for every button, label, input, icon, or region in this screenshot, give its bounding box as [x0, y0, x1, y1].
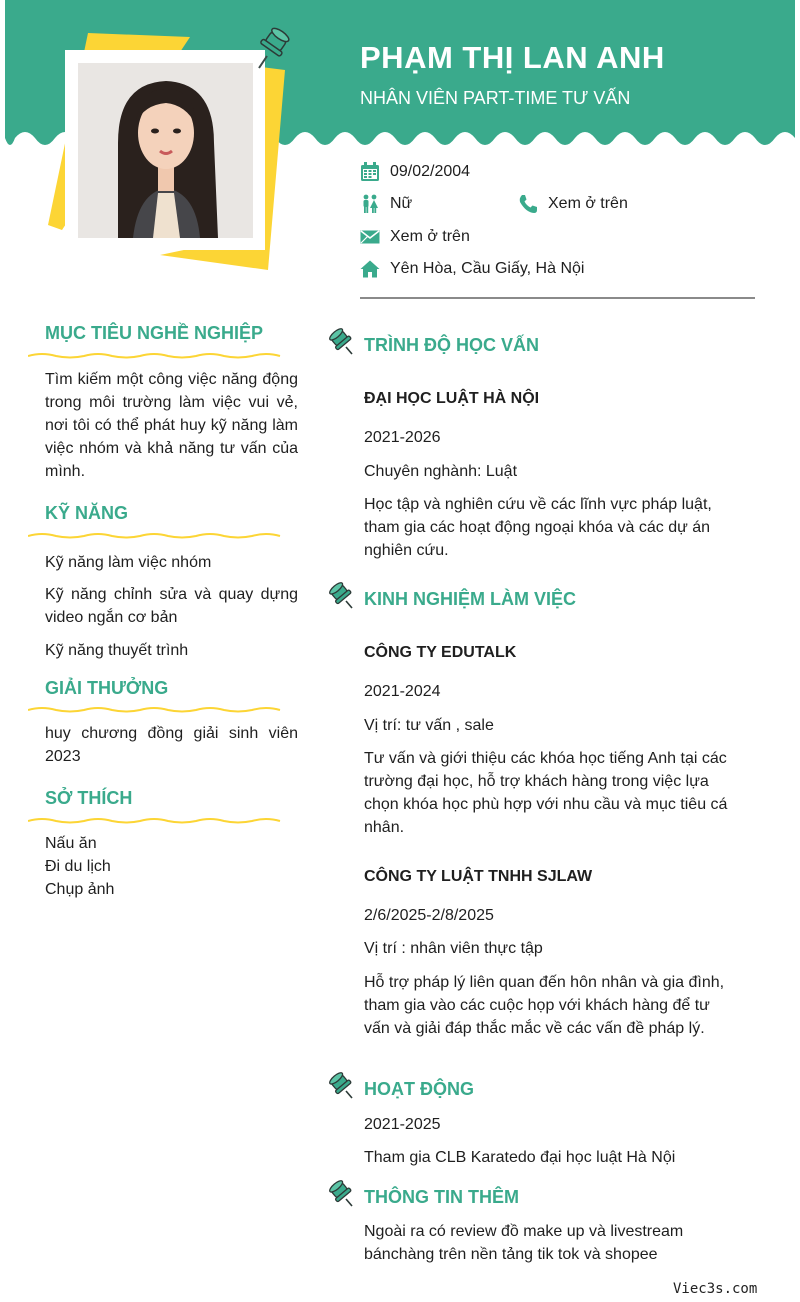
skill-item: Kỹ năng thuyết trình: [45, 642, 189, 659]
company-name: CÔNG TY EDUTALK: [364, 644, 517, 661]
job-position: Vị trí: tư vấn , sale: [364, 717, 494, 734]
contact-birthdate: [360, 162, 470, 182]
objective-text: Tìm kiếm một công việc năng động trong môi trường làm việc vui vẻ, nơi tôi có thể phát huy kỹ năng làm việc nhóm và khả năng tư vấn của mình.: [45, 371, 298, 480]
additional-heading: THÔNG TIN THÊM: [364, 1187, 519, 1207]
job-description: Hỗ trợ pháp lý liên quan đến hôn nhân và gia đình, tham gia vào các cuộc họp với khách hàng để tư vấn và giải đáp thắc mắc về các vấn đề pháp lý.: [364, 974, 725, 1037]
pushpin-icon: [250, 24, 292, 72]
site-watermark: Viec3s.com: [673, 1281, 758, 1297]
profile-photo: [78, 63, 253, 238]
job-title: NHÂN VIÊN PART-TIME TƯ VẤN: [360, 88, 631, 108]
pushpin-icon: [328, 328, 356, 356]
pushpin-icon: [328, 1180, 356, 1208]
heading-underline: [28, 530, 283, 540]
skill-item: Kỹ năng chỉnh sửa và quay dựng video ngắn cơ bản: [45, 586, 298, 626]
pushpin-icon: [328, 582, 356, 610]
phone-icon: [518, 194, 538, 214]
education-major: Chuyên nghành: Luật: [364, 463, 518, 480]
heading-underline: [28, 350, 283, 360]
address-value: Yên Hòa, Cầu Giấy, Hà Nội: [390, 260, 585, 277]
birthdate-value: 09/02/2004: [390, 163, 471, 180]
contact-gender: [360, 194, 412, 214]
hobby-item: Nấu ăn: [45, 835, 97, 852]
hobby-item: Đi du lịch: [45, 858, 111, 875]
school-name: ĐẠI HỌC LUẬT HÀ NỘI: [364, 390, 540, 407]
activities-heading: HOẠT ĐỘNG: [364, 1079, 474, 1099]
contact-phone: [518, 194, 628, 214]
calendar-icon: [360, 162, 380, 182]
hobby-item: Chụp ảnh: [45, 881, 115, 898]
pushpin-icon: [328, 1072, 356, 1100]
job-period: 2021-2024: [364, 683, 441, 700]
skill-item: Kỹ năng làm việc nhóm: [45, 554, 212, 571]
gender-value: Nữ: [390, 195, 413, 212]
job-description: Tư vấn và giới thiệu các khóa học tiếng Anh tại các trường đại học, hỗ trợ khách hàng trong việc lựa chọn khóa học phù hợp với nhu cầu và mục tiêu cá nhân.: [364, 750, 728, 836]
email-value: Xem ở trên: [390, 228, 470, 245]
job-period: 2/6/2025-2/8/2025: [364, 907, 494, 924]
envelope-icon: [360, 227, 380, 247]
experience-heading: KINH NGHIỆM LÀM VIỆC: [364, 589, 577, 609]
award-text: huy chương đồng giải sinh viên 2023: [45, 725, 298, 765]
contact-address: [360, 259, 584, 279]
hobbies-heading: SỞ THÍCH: [45, 788, 133, 808]
education-description: Học tập và nghiên cứu về các lĩnh vực pháp luật, tham gia các hoạt động ngoại khóa và các dự án nghiên cứu.: [364, 496, 712, 559]
education-period: 2021-2026: [364, 429, 441, 446]
awards-heading: GIẢI THƯỞNG: [45, 678, 169, 698]
header-divider: [360, 297, 755, 299]
job-position: Vị trí : nhân viên thực tập: [364, 940, 543, 957]
heading-underline: [28, 815, 283, 825]
contact-email: [360, 227, 470, 247]
gender-icon: [360, 194, 380, 214]
skills-heading: KỸ NĂNG: [45, 503, 129, 523]
objective-heading: MỤC TIÊU NGHỀ NGHIỆP: [45, 323, 264, 343]
heading-underline: [28, 704, 283, 714]
phone-value: Xem ở trên: [548, 195, 628, 212]
candidate-name: PHẠM THỊ LAN ANH: [360, 40, 665, 75]
additional-text: Ngoài ra có review đồ make up và livestream bánchàng trên nền tảng tik tok và shopee: [364, 1223, 684, 1263]
activity-text: Tham gia CLB Karatedo đại học luật Hà Nội: [364, 1149, 676, 1166]
home-icon: [360, 259, 380, 279]
activity-period: 2021-2025: [364, 1116, 441, 1133]
education-heading: TRÌNH ĐỘ HỌC VẤN: [364, 335, 539, 355]
company-name: CÔNG TY LUẬT TNHH SJLAW: [364, 868, 593, 885]
